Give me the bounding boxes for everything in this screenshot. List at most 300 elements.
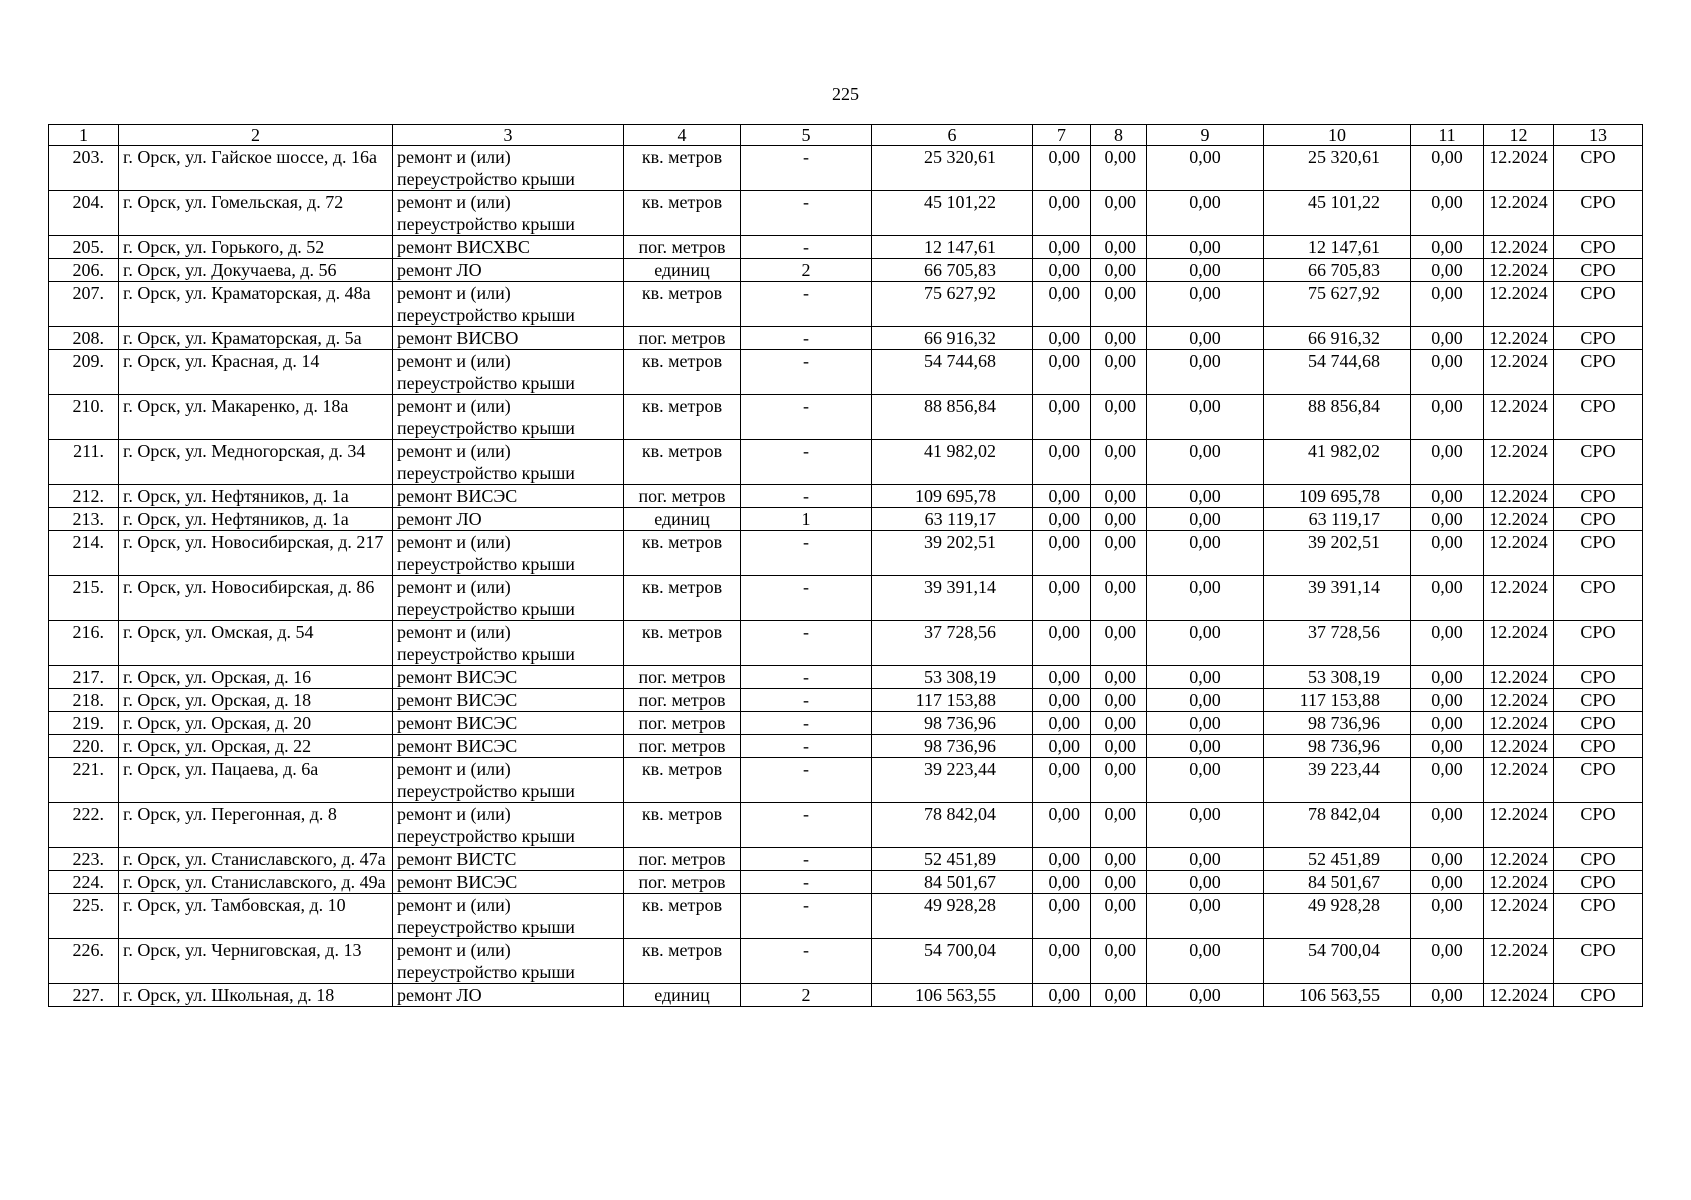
cell-quantity: - — [741, 191, 872, 236]
cell-cost-local: 0,00 — [1147, 485, 1264, 508]
cell-completion-date: 12.2024 — [1484, 576, 1554, 621]
cell-cost-regional: 0,00 — [1091, 939, 1147, 984]
cell-cost-federal: 0,00 — [1033, 939, 1091, 984]
cell-work-type: ремонт ВИСТС — [393, 848, 624, 871]
cell-work-type: ремонт и (или) переустройство крыши — [393, 758, 624, 803]
cell-cost-federal: 0,00 — [1033, 758, 1091, 803]
cell-method: СРО — [1554, 259, 1643, 282]
table-row — [49, 146, 1643, 191]
cell-cost-local: 0,00 — [1147, 508, 1264, 531]
cell-completion-date: 12.2024 — [1484, 848, 1554, 871]
cell-method: СРО — [1554, 350, 1643, 395]
cell-row-number: 210. — [49, 395, 119, 440]
cell-quantity: - — [741, 327, 872, 350]
cell-completion-date: 12.2024 — [1484, 871, 1554, 894]
cell-completion-date: 12.2024 — [1484, 191, 1554, 236]
cell-cost-other: 0,00 — [1411, 576, 1484, 621]
cell-total-cost: 106 563,55 — [872, 984, 1033, 1007]
cell-cost-local: 0,00 — [1147, 350, 1264, 395]
cell-method: СРО — [1554, 440, 1643, 485]
cell-cost-owners: 63 119,17 — [1264, 508, 1411, 531]
cell-cost-other: 0,00 — [1411, 531, 1484, 576]
cell-address: г. Орск, ул. Станиславского, д. 49а — [119, 871, 393, 894]
cell-address: г. Орск, ул. Перегонная, д. 8 — [119, 803, 393, 848]
cell-total-cost: 45 101,22 — [872, 191, 1033, 236]
cell-work-type: ремонт и (или) переустройство крыши — [393, 146, 624, 191]
cell-cost-owners: 52 451,89 — [1264, 848, 1411, 871]
cell-cost-federal: 0,00 — [1033, 712, 1091, 735]
cell-quantity: - — [741, 848, 872, 871]
cell-unit: пог. метров — [624, 871, 741, 894]
cell-completion-date: 12.2024 — [1484, 712, 1554, 735]
cell-total-cost: 66 916,32 — [872, 327, 1033, 350]
cell-quantity: - — [741, 440, 872, 485]
cell-cost-other: 0,00 — [1411, 485, 1484, 508]
cell-cost-regional: 0,00 — [1091, 236, 1147, 259]
table-row — [49, 395, 1643, 440]
column-header-10: 10 — [1264, 125, 1411, 146]
cell-address: г. Орск, ул. Орская, д. 16 — [119, 666, 393, 689]
cell-row-number: 224. — [49, 871, 119, 894]
cell-cost-regional: 0,00 — [1091, 327, 1147, 350]
cell-method: СРО — [1554, 576, 1643, 621]
cell-quantity: - — [741, 621, 872, 666]
cell-cost-owners: 66 916,32 — [1264, 327, 1411, 350]
cell-cost-regional: 0,00 — [1091, 395, 1147, 440]
cell-cost-local: 0,00 — [1147, 939, 1264, 984]
cell-completion-date: 12.2024 — [1484, 939, 1554, 984]
cell-row-number: 221. — [49, 758, 119, 803]
cell-unit: кв. метров — [624, 146, 741, 191]
cell-completion-date: 12.2024 — [1484, 666, 1554, 689]
cell-row-number: 226. — [49, 939, 119, 984]
cell-completion-date: 12.2024 — [1484, 735, 1554, 758]
cell-cost-other: 0,00 — [1411, 712, 1484, 735]
page-number: 225 — [832, 84, 859, 104]
cell-cost-other: 0,00 — [1411, 758, 1484, 803]
cell-address: г. Орск, ул. Красная, д. 14 — [119, 350, 393, 395]
cell-total-cost: 53 308,19 — [872, 666, 1033, 689]
cell-cost-federal: 0,00 — [1033, 871, 1091, 894]
cell-cost-federal: 0,00 — [1033, 440, 1091, 485]
cell-address: г. Орск, ул. Гомельская, д. 72 — [119, 191, 393, 236]
cell-cost-regional: 0,00 — [1091, 146, 1147, 191]
cell-address: г. Орск, ул. Медногорская, д. 34 — [119, 440, 393, 485]
cell-work-type: ремонт и (или) переустройство крыши — [393, 191, 624, 236]
column-header-2: 2 — [119, 125, 393, 146]
cell-row-number: 207. — [49, 282, 119, 327]
cell-completion-date: 12.2024 — [1484, 395, 1554, 440]
cell-work-type: ремонт и (или) переустройство крыши — [393, 576, 624, 621]
cell-method: СРО — [1554, 984, 1643, 1007]
cell-cost-local: 0,00 — [1147, 440, 1264, 485]
cell-work-type: ремонт и (или) переустройство крыши — [393, 350, 624, 395]
table-row — [49, 848, 1643, 871]
cell-cost-other: 0,00 — [1411, 894, 1484, 939]
cell-unit: кв. метров — [624, 282, 741, 327]
cell-cost-regional: 0,00 — [1091, 531, 1147, 576]
cell-cost-other: 0,00 — [1411, 259, 1484, 282]
table-row — [49, 531, 1643, 576]
cell-row-number: 205. — [49, 236, 119, 259]
table-row — [49, 576, 1643, 621]
cell-method: СРО — [1554, 282, 1643, 327]
table-row — [49, 259, 1643, 282]
cell-cost-federal: 0,00 — [1033, 666, 1091, 689]
cell-completion-date: 12.2024 — [1484, 327, 1554, 350]
cell-address: г. Орск, ул. Нефтяников, д. 1а — [119, 508, 393, 531]
cell-work-type: ремонт ВИСЭС — [393, 712, 624, 735]
cell-method: СРО — [1554, 531, 1643, 576]
cell-row-number: 222. — [49, 803, 119, 848]
cell-cost-other: 0,00 — [1411, 440, 1484, 485]
cell-total-cost: 75 627,92 — [872, 282, 1033, 327]
cell-row-number: 217. — [49, 666, 119, 689]
cell-unit: пог. метров — [624, 236, 741, 259]
cell-cost-owners: 12 147,61 — [1264, 236, 1411, 259]
cell-cost-owners: 54 700,04 — [1264, 939, 1411, 984]
cell-cost-local: 0,00 — [1147, 735, 1264, 758]
cell-total-cost: 84 501,67 — [872, 871, 1033, 894]
cell-quantity: - — [741, 485, 872, 508]
cell-work-type: ремонт и (или) переустройство крыши — [393, 894, 624, 939]
cell-cost-federal: 0,00 — [1033, 735, 1091, 758]
cell-cost-owners: 98 736,96 — [1264, 735, 1411, 758]
cell-cost-federal: 0,00 — [1033, 894, 1091, 939]
column-header-7: 7 — [1033, 125, 1091, 146]
cell-work-type: ремонт и (или) переустройство крыши — [393, 440, 624, 485]
cell-total-cost: 54 744,68 — [872, 350, 1033, 395]
cell-total-cost: 117 153,88 — [872, 689, 1033, 712]
cell-row-number: 218. — [49, 689, 119, 712]
cell-work-type: ремонт ЛО — [393, 259, 624, 282]
cell-cost-federal: 0,00 — [1033, 689, 1091, 712]
cell-method: СРО — [1554, 327, 1643, 350]
cell-address: г. Орск, ул. Орская, д. 18 — [119, 689, 393, 712]
cell-row-number: 225. — [49, 894, 119, 939]
cell-cost-other: 0,00 — [1411, 803, 1484, 848]
cell-method: СРО — [1554, 939, 1643, 984]
cell-cost-other: 0,00 — [1411, 508, 1484, 531]
table-row — [49, 894, 1643, 939]
cell-row-number: 214. — [49, 531, 119, 576]
cell-cost-federal: 0,00 — [1033, 191, 1091, 236]
cell-method: СРО — [1554, 146, 1643, 191]
cell-cost-other: 0,00 — [1411, 735, 1484, 758]
cell-cost-other: 0,00 — [1411, 984, 1484, 1007]
cell-cost-local: 0,00 — [1147, 871, 1264, 894]
cell-completion-date: 12.2024 — [1484, 508, 1554, 531]
cell-cost-other: 0,00 — [1411, 327, 1484, 350]
cell-row-number: 209. — [49, 350, 119, 395]
cell-cost-regional: 0,00 — [1091, 712, 1147, 735]
cell-completion-date: 12.2024 — [1484, 803, 1554, 848]
cell-work-type: ремонт ВИСЭС — [393, 485, 624, 508]
cell-total-cost: 63 119,17 — [872, 508, 1033, 531]
cell-quantity: - — [741, 894, 872, 939]
table-row — [49, 508, 1643, 531]
table-row — [49, 621, 1643, 666]
cell-quantity: - — [741, 531, 872, 576]
cell-cost-regional: 0,00 — [1091, 871, 1147, 894]
table-row — [49, 282, 1643, 327]
column-header-9: 9 — [1147, 125, 1264, 146]
cell-cost-owners: 53 308,19 — [1264, 666, 1411, 689]
cell-work-type: ремонт ВИСЭС — [393, 735, 624, 758]
cell-completion-date: 12.2024 — [1484, 689, 1554, 712]
cell-completion-date: 12.2024 — [1484, 440, 1554, 485]
cell-unit: кв. метров — [624, 531, 741, 576]
cell-cost-local: 0,00 — [1147, 894, 1264, 939]
cell-cost-federal: 0,00 — [1033, 621, 1091, 666]
cell-total-cost: 98 736,96 — [872, 735, 1033, 758]
cell-method: СРО — [1554, 666, 1643, 689]
cell-cost-local: 0,00 — [1147, 621, 1264, 666]
cell-address: г. Орск, ул. Станиславского, д. 47а — [119, 848, 393, 871]
cell-method: СРО — [1554, 191, 1643, 236]
cell-unit: кв. метров — [624, 894, 741, 939]
table-row — [49, 758, 1643, 803]
column-header-13: 13 — [1554, 125, 1643, 146]
cell-cost-owners: 54 744,68 — [1264, 350, 1411, 395]
cell-completion-date: 12.2024 — [1484, 146, 1554, 191]
cell-cost-federal: 0,00 — [1033, 350, 1091, 395]
cell-cost-owners: 39 202,51 — [1264, 531, 1411, 576]
cell-work-type: ремонт ВИСЭС — [393, 871, 624, 894]
cell-row-number: 213. — [49, 508, 119, 531]
cell-row-number: 204. — [49, 191, 119, 236]
cell-quantity: - — [741, 146, 872, 191]
column-header-3: 3 — [393, 125, 624, 146]
cell-address: г. Орск, ул. Новосибирская, д. 217 — [119, 531, 393, 576]
cell-work-type: ремонт и (или) переустройство крыши — [393, 939, 624, 984]
cell-quantity: - — [741, 282, 872, 327]
cell-cost-other: 0,00 — [1411, 191, 1484, 236]
cell-quantity: 2 — [741, 259, 872, 282]
cell-work-type: ремонт ЛО — [393, 984, 624, 1007]
cell-row-number: 212. — [49, 485, 119, 508]
cell-method: СРО — [1554, 848, 1643, 871]
cell-address: г. Орск, ул. Докучаева, д. 56 — [119, 259, 393, 282]
cell-quantity: - — [741, 350, 872, 395]
cell-cost-local: 0,00 — [1147, 531, 1264, 576]
cell-method: СРО — [1554, 621, 1643, 666]
cell-quantity: - — [741, 666, 872, 689]
cell-total-cost: 54 700,04 — [872, 939, 1033, 984]
cell-cost-local: 0,00 — [1147, 395, 1264, 440]
cell-address: г. Орск, ул. Горького, д. 52 — [119, 236, 393, 259]
cell-address: г. Орск, ул. Краматорская, д. 5а — [119, 327, 393, 350]
cell-cost-federal: 0,00 — [1033, 395, 1091, 440]
cell-cost-other: 0,00 — [1411, 848, 1484, 871]
cell-total-cost: 12 147,61 — [872, 236, 1033, 259]
cell-address: г. Орск, ул. Школьная, д. 18 — [119, 984, 393, 1007]
cell-completion-date: 12.2024 — [1484, 485, 1554, 508]
cell-cost-regional: 0,00 — [1091, 689, 1147, 712]
table-row — [49, 712, 1643, 735]
table-row — [49, 735, 1643, 758]
cell-cost-federal: 0,00 — [1033, 984, 1091, 1007]
cell-method: СРО — [1554, 758, 1643, 803]
cell-work-type: ремонт ВИСЭС — [393, 666, 624, 689]
cell-cost-regional: 0,00 — [1091, 984, 1147, 1007]
cell-quantity: - — [741, 735, 872, 758]
column-header-12: 12 — [1484, 125, 1554, 146]
cell-total-cost: 66 705,83 — [872, 259, 1033, 282]
table-row — [49, 666, 1643, 689]
table-row — [49, 984, 1643, 1007]
cell-completion-date: 12.2024 — [1484, 236, 1554, 259]
cell-method: СРО — [1554, 803, 1643, 848]
cell-address: г. Орск, ул. Гайское шоссе, д. 16а — [119, 146, 393, 191]
cell-total-cost: 78 842,04 — [872, 803, 1033, 848]
cell-cost-local: 0,00 — [1147, 689, 1264, 712]
cell-work-type: ремонт и (или) переустройство крыши — [393, 803, 624, 848]
cell-work-type: ремонт и (или) переустройство крыши — [393, 621, 624, 666]
cell-cost-federal: 0,00 — [1033, 327, 1091, 350]
cell-total-cost: 98 736,96 — [872, 712, 1033, 735]
cell-method: СРО — [1554, 236, 1643, 259]
cell-cost-regional: 0,00 — [1091, 440, 1147, 485]
cell-address: г. Орск, ул. Омская, д. 54 — [119, 621, 393, 666]
cell-cost-local: 0,00 — [1147, 259, 1264, 282]
cell-total-cost: 39 223,44 — [872, 758, 1033, 803]
cell-completion-date: 12.2024 — [1484, 758, 1554, 803]
cell-cost-local: 0,00 — [1147, 576, 1264, 621]
cell-cost-local: 0,00 — [1147, 236, 1264, 259]
cell-total-cost: 39 202,51 — [872, 531, 1033, 576]
cell-cost-owners: 84 501,67 — [1264, 871, 1411, 894]
table-row — [49, 350, 1643, 395]
cell-address: г. Орск, ул. Новосибирская, д. 86 — [119, 576, 393, 621]
cell-cost-owners: 109 695,78 — [1264, 485, 1411, 508]
table-row — [49, 871, 1643, 894]
cell-cost-owners: 117 153,88 — [1264, 689, 1411, 712]
cell-completion-date: 12.2024 — [1484, 282, 1554, 327]
cell-cost-regional: 0,00 — [1091, 485, 1147, 508]
cell-cost-federal: 0,00 — [1033, 508, 1091, 531]
cell-cost-federal: 0,00 — [1033, 282, 1091, 327]
cell-cost-regional: 0,00 — [1091, 576, 1147, 621]
cell-completion-date: 12.2024 — [1484, 984, 1554, 1007]
column-header-4: 4 — [624, 125, 741, 146]
cell-work-type: ремонт ВИСВО — [393, 327, 624, 350]
cell-quantity: - — [741, 712, 872, 735]
column-header-5: 5 — [741, 125, 872, 146]
cell-quantity: - — [741, 803, 872, 848]
cell-row-number: 215. — [49, 576, 119, 621]
cell-cost-local: 0,00 — [1147, 758, 1264, 803]
cell-cost-regional: 0,00 — [1091, 758, 1147, 803]
table-body — [49, 146, 1643, 1007]
cell-cost-owners: 78 842,04 — [1264, 803, 1411, 848]
cell-address: г. Орск, ул. Черниговская, д. 13 — [119, 939, 393, 984]
column-header-6: 6 — [872, 125, 1033, 146]
cell-unit: единиц — [624, 259, 741, 282]
cell-address: г. Орск, ул. Орская, д. 20 — [119, 712, 393, 735]
cell-cost-regional: 0,00 — [1091, 191, 1147, 236]
cell-cost-other: 0,00 — [1411, 350, 1484, 395]
cell-total-cost: 52 451,89 — [872, 848, 1033, 871]
column-number-header-row — [49, 125, 1643, 146]
cell-cost-other: 0,00 — [1411, 666, 1484, 689]
table-row — [49, 689, 1643, 712]
cell-work-type: ремонт и (или) переустройство крыши — [393, 531, 624, 576]
cell-cost-local: 0,00 — [1147, 712, 1264, 735]
cell-quantity: - — [741, 576, 872, 621]
cell-total-cost: 88 856,84 — [872, 395, 1033, 440]
cell-quantity: - — [741, 689, 872, 712]
cell-cost-regional: 0,00 — [1091, 282, 1147, 327]
cell-quantity: - — [741, 236, 872, 259]
cell-cost-owners: 98 736,96 — [1264, 712, 1411, 735]
cell-unit: кв. метров — [624, 191, 741, 236]
cell-cost-owners: 88 856,84 — [1264, 395, 1411, 440]
cell-address: г. Орск, ул. Макаренко, д. 18а — [119, 395, 393, 440]
column-header-8: 8 — [1091, 125, 1147, 146]
cell-total-cost: 41 982,02 — [872, 440, 1033, 485]
cell-total-cost: 25 320,61 — [872, 146, 1033, 191]
table-row — [49, 236, 1643, 259]
cell-cost-local: 0,00 — [1147, 282, 1264, 327]
cell-cost-other: 0,00 — [1411, 395, 1484, 440]
cell-unit: кв. метров — [624, 803, 741, 848]
cell-total-cost: 49 928,28 — [872, 894, 1033, 939]
cell-address: г. Орск, ул. Пацаева, д. 6а — [119, 758, 393, 803]
cell-unit: кв. метров — [624, 395, 741, 440]
cell-quantity: - — [741, 758, 872, 803]
cell-unit: пог. метров — [624, 327, 741, 350]
cell-method: СРО — [1554, 735, 1643, 758]
cell-cost-owners: 37 728,56 — [1264, 621, 1411, 666]
cell-unit: кв. метров — [624, 758, 741, 803]
cell-cost-regional: 0,00 — [1091, 803, 1147, 848]
cell-cost-other: 0,00 — [1411, 871, 1484, 894]
cell-method: СРО — [1554, 894, 1643, 939]
cell-cost-owners: 75 627,92 — [1264, 282, 1411, 327]
cell-cost-regional: 0,00 — [1091, 894, 1147, 939]
cell-completion-date: 12.2024 — [1484, 259, 1554, 282]
cell-unit: кв. метров — [624, 939, 741, 984]
cell-address: г. Орск, ул. Тамбовская, д. 10 — [119, 894, 393, 939]
table-row — [49, 440, 1643, 485]
cell-method: СРО — [1554, 508, 1643, 531]
cell-unit: единиц — [624, 984, 741, 1007]
cell-unit: пог. метров — [624, 485, 741, 508]
cell-cost-owners: 49 928,28 — [1264, 894, 1411, 939]
cell-method: СРО — [1554, 712, 1643, 735]
cell-completion-date: 12.2024 — [1484, 350, 1554, 395]
cell-completion-date: 12.2024 — [1484, 621, 1554, 666]
cell-cost-owners: 39 223,44 — [1264, 758, 1411, 803]
column-header-1: 1 — [49, 125, 119, 146]
cell-quantity: 1 — [741, 508, 872, 531]
cell-cost-regional: 0,00 — [1091, 508, 1147, 531]
cell-cost-other: 0,00 — [1411, 621, 1484, 666]
cell-cost-other: 0,00 — [1411, 939, 1484, 984]
cell-row-number: 216. — [49, 621, 119, 666]
cell-cost-local: 0,00 — [1147, 666, 1264, 689]
cell-cost-regional: 0,00 — [1091, 259, 1147, 282]
column-header-11: 11 — [1411, 125, 1484, 146]
cell-method: СРО — [1554, 871, 1643, 894]
cell-cost-other: 0,00 — [1411, 236, 1484, 259]
cell-row-number: 211. — [49, 440, 119, 485]
cell-address: г. Орск, ул. Орская, д. 22 — [119, 735, 393, 758]
cell-row-number: 227. — [49, 984, 119, 1007]
works-register-table — [48, 124, 1643, 1007]
table-row — [49, 803, 1643, 848]
